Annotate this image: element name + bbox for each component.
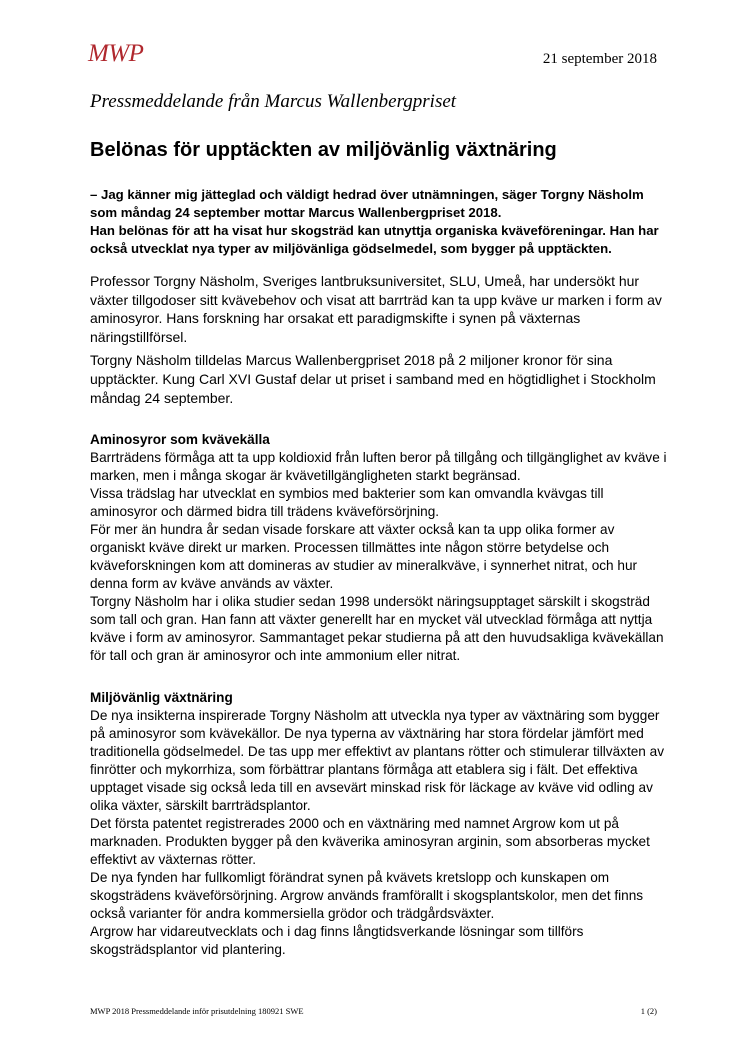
section-aminosyror	[90, 431, 670, 665]
section-paragraph: För mer än hundra år sedan visade forskare att växter också kan ta upp olika former av organiskt kväve direkt ur marken. Processen tillmättes inte någon större betydelse och kväveforskningen kom att domineras av studier av mineralkväve, i synnerhet nitrat, och hur denna form av kväve används av växter.	[90, 522, 638, 591]
section-paragraph: Argrow har vidareutvecklats och i dag finns långtidsverkande lösningar som tillförs skogsträdsplantor vid plantering.	[90, 924, 584, 957]
lead-line-quote: – Jag känner mig jätteglad och väldigt hedrad över utnämningen, säger Torgny Näsholm som måndag 24 september mottar Marcus Wallenbergpriset 2018.	[90, 187, 644, 220]
mwp-logo: MWP	[88, 40, 144, 67]
section-paragraph: Barrträdens förmåga att ta upp koldioxid från luften beror på tillgång och tillgänglighet av kväve i marken, men i många skogar är kvävetillgängligheten starkt begränsad.	[90, 450, 667, 483]
lead-paragraph	[90, 186, 670, 258]
section-paragraph: Torgny Näsholm har i olika studier sedan 1998 undersökt näringsupptaget särskilt i skogsträd som tall och gran. Han fann att växter generellt har en mycket väl utvecklad förmåga att nyttja kväve i form av aminosyror. Sammantaget pekar studierna på att den huvudsakliga kvävekällan för tall och gran är aminosyror och inte ammonium eller nitrat.	[90, 594, 664, 663]
section-paragraph: De nya fynden har fullkomligt förändrat synen på kvävets kretslopp och kunskapen om skogsträdens kväveförsörjning. Argrow används framförallt i skogsplantskolor, men det finns också varianter för andra kommersiella grödor och trädgårdsväxter.	[90, 870, 644, 921]
section-paragraph: Vissa trädslag har utvecklat en symbios med bakterier som kan omvandla kvävgas till aminosyror och därmed bidra till trädens kväveförsörjning.	[90, 486, 604, 519]
page-title: Belönas för upptäckten av miljövänlig växtnäring	[90, 139, 557, 161]
section-heading: Aminosyror som kvävekälla	[90, 432, 270, 447]
section-paragraph: Det första patentet registrerades 2000 och en växtnäring med namnet Argrow kom ut på marknaden. Produkten bygger på den kväverika aminosyran arginin, som absorberas mycket effektivt av växternas rötter.	[90, 816, 650, 867]
document-date: 21 september 2018	[542, 51, 657, 67]
section-paragraph: De nya insikterna inspirerade Torgny Näsholm att utveckla nya typer av växtnäring som bygger på aminosyror som kvävekällor. De nya typerna av växtnäring har stora fördelar jämfört med traditionella gödselmedel. De tas upp mer effektivt av plantans rötter och stimulerar tillväxten av finrötter och mykorrhiza, som förbättrar plantans förmåga att etablera sig i fält. Det effektiva upptaget visade sig också leda till en avsevärt minskad risk för läckage av kväve vid odling av olika växter, särskilt barrträdsplantor.	[90, 708, 664, 813]
document-subtitle: Pressmeddelande från Marcus Wallenbergpriset	[90, 91, 457, 112]
lead-line-summary: Han belönas för att ha visat hur skogsträd kan utnyttja organiska kväveföreningar. Han har också utvecklat nya typer av miljövänliga gödselmedel, som bygger på upptäckten.	[90, 223, 659, 256]
intro-section	[90, 272, 670, 412]
footer-page-number: 1 (2)	[640, 1006, 657, 1016]
intro-paragraph: Torgny Näsholm tilldelas Marcus Wallenbergpriset 2018 på 2 miljoner kronor för sina upptäckter. Kung Carl XVI Gustaf delar ut priset i samband med en högtidlighet i Stockholm måndag 24 september.	[90, 352, 656, 406]
section-miljovanlig	[90, 689, 670, 959]
section-heading: Miljövänlig växtnäring	[90, 690, 233, 705]
footer-document-id: MWP 2018 Pressmeddelande inför prisutdelning 180921 SWE	[90, 1006, 304, 1016]
intro-paragraph: Professor Torgny Näsholm, Sveriges lantbruksuniversitet, SLU, Umeå, har undersökt hur växter tillgodoser sitt kvävebehov och visat att barrträd kan ta upp kväve ur marken i form av aminosyror. Hans forskning har orsakat ett paradigmskifte i synen på växternas näringstillförsel.	[90, 273, 662, 345]
